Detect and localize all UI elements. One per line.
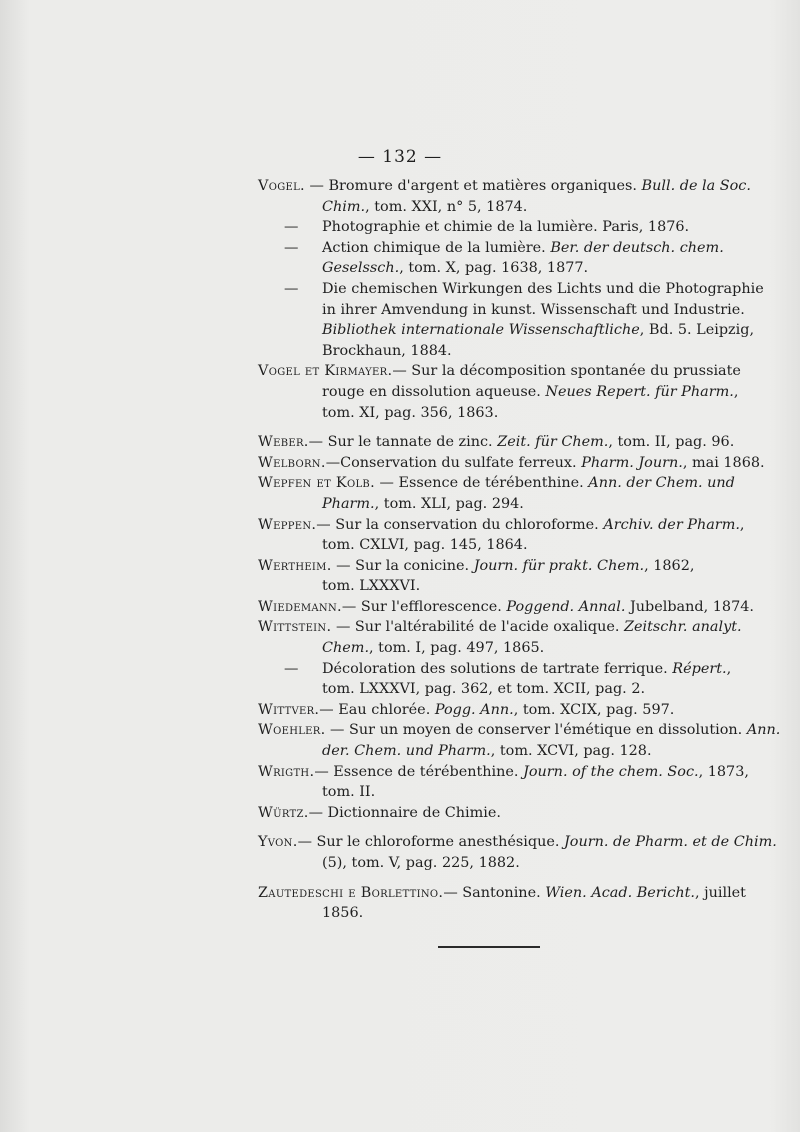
reference-text: , tom. X, pag. 1638, 1877. xyxy=(399,260,589,277)
reference-line xyxy=(258,597,754,618)
reference-text: Décoloration des solutions de tartrate ferrique. xyxy=(322,660,673,677)
reference-entry xyxy=(258,217,738,238)
reference-text: Die chemischen Wirkungen des Lichts und die Photographie xyxy=(322,280,764,297)
reference-line xyxy=(258,700,738,721)
reference-line xyxy=(258,361,741,382)
reference-line: — Décoloration des solutions de tartrate ferrique. Répert., xyxy=(258,659,738,680)
reference-text: — Sur le chloroforme anesthésique. xyxy=(297,834,565,851)
reference-text: 1856. xyxy=(322,905,364,922)
journal-title: Pogg. Ann. xyxy=(434,701,514,718)
reference-text: tom. II. xyxy=(322,784,376,801)
reference-line xyxy=(258,473,738,494)
journal-title: Journ. de Pharm. et de Chim. xyxy=(564,834,777,851)
author-name: Woehler. xyxy=(258,722,326,739)
author-name: Weber. xyxy=(258,434,309,451)
reference-entry xyxy=(258,515,745,556)
reference-line xyxy=(258,762,749,783)
reference-entry xyxy=(258,176,751,217)
reference-text: — Bromure d'argent et matières organiques. xyxy=(304,178,642,194)
reference-text: Action chimique de la lumière. xyxy=(322,239,551,256)
reference-text: , mai 1868. xyxy=(682,454,765,471)
reference-line xyxy=(258,217,738,238)
reference-text: tom. LXXXVI. xyxy=(322,578,421,595)
reference-line xyxy=(258,903,738,924)
reference-entry xyxy=(258,832,777,873)
reference-text: Brockhaun, 1884. xyxy=(322,342,452,359)
reference-text: Jubelband, 1874. xyxy=(625,598,754,615)
reference-line xyxy=(258,494,738,515)
author-name: Würtz. xyxy=(258,804,309,821)
journal-title: Neues Repert. für Pharm. xyxy=(545,383,734,400)
reference-entry xyxy=(258,700,738,721)
reference-entry xyxy=(258,238,738,279)
journal-title: Répert. xyxy=(672,660,727,677)
reference-line xyxy=(258,679,738,700)
reference-line xyxy=(258,453,765,474)
journal-title: Poggend. Annal. xyxy=(506,598,626,615)
author-name: Weppen. xyxy=(258,516,317,533)
reference-text: tom. CXLVI, pag. 145, 1864. xyxy=(322,537,528,554)
reference-text: in ihrer Amvendung in kunst. Wissenschaft und Industrie. xyxy=(322,301,745,318)
reference-text: , tom. I, pag. 497, 1865. xyxy=(369,640,545,657)
reference-text: — Essence de térébenthine. xyxy=(314,763,524,780)
reference-text: , juillet xyxy=(694,884,746,901)
reference-text: — Sur la conicine. xyxy=(331,557,474,574)
reference-line xyxy=(258,258,738,279)
reference-line xyxy=(258,279,764,300)
reference-text: tom. LXXXVI, pag. 362, et tom. XCII, pag. 2. xyxy=(322,681,646,698)
reference-text: , tom. II, pag. 96. xyxy=(608,434,735,451)
reference-line xyxy=(258,782,738,803)
spacer xyxy=(258,423,738,432)
author-name: Wrigth. xyxy=(258,763,315,780)
reference-text: — Sur l'altérabilité de l'acide oxalique. xyxy=(331,619,625,636)
reference-line xyxy=(258,197,738,218)
reference-line xyxy=(258,300,745,321)
reference-entry xyxy=(258,556,738,597)
journal-title: Bibliothek internationale Wissenschaftliche xyxy=(322,322,640,339)
spacer xyxy=(258,874,738,883)
journal-title: Pharm. xyxy=(322,495,375,512)
reference-line xyxy=(258,853,738,874)
author-name: Wiedemann. xyxy=(258,598,342,615)
reference-text: Photographie et chimie de la lumière. Paris, 1876. xyxy=(322,219,690,236)
journal-title: Chem. xyxy=(322,640,370,657)
reference-line: Weppen.— Sur la conservation du chloroforme. Archiv. der Pharm., xyxy=(258,516,745,533)
reference-entry xyxy=(258,617,742,658)
reference-line xyxy=(258,556,738,577)
reference-line xyxy=(258,320,755,341)
reference-text: — Santonine. xyxy=(443,884,546,901)
journal-title: Ann. xyxy=(746,722,781,739)
author-name: Zautedeschi e Borlettino. xyxy=(258,884,444,901)
reference-text: — Dictionnaire de Chimie. xyxy=(308,804,502,821)
reference-text: —Conservation du sulfate ferreux. xyxy=(325,454,582,471)
journal-title: Wien. Acad. Bericht. xyxy=(545,884,695,901)
reference-line xyxy=(258,638,738,659)
reference-list xyxy=(258,176,781,924)
author-name: Wittver. xyxy=(258,701,320,718)
reference-text: — Sur le tannate de zinc. xyxy=(308,434,498,451)
reference-entry xyxy=(258,597,754,618)
reference-text: — Sur l'efflorescence. xyxy=(341,598,507,615)
reference-line xyxy=(258,832,777,853)
reference-line xyxy=(258,617,742,638)
reference-text: — Sur un moyen de conserver l'émétique en dissolution. xyxy=(325,722,747,739)
reference-text: , tom. XCVI, pag. 128. xyxy=(490,743,652,760)
ditto-dash: — xyxy=(284,280,299,297)
reference-line xyxy=(258,403,738,424)
reference-line xyxy=(258,720,781,741)
page-number: — 132 — xyxy=(357,147,443,167)
journal-title: Archiv. der Pharm. xyxy=(603,516,740,533)
reference-text: (5), tom. V, pag. 225, 1882. xyxy=(322,855,520,871)
reference-entry xyxy=(258,720,781,761)
journal-title: Zeit. für Chem. xyxy=(497,434,609,451)
reference-line xyxy=(258,432,738,453)
reference-line xyxy=(258,803,738,824)
author-name: Vogel et Kirmayer. xyxy=(258,363,393,380)
author-name: Vogel. xyxy=(258,178,305,194)
journal-title: Journ. für prakt. Chem. xyxy=(473,557,645,574)
journal-title: Bull. de la Soc. xyxy=(641,178,751,194)
reference-text: tom. XI, pag. 356, 1863. xyxy=(322,404,499,421)
reference-text: — Sur la conservation du chloroforme. xyxy=(316,516,604,533)
spacer xyxy=(258,823,738,832)
reference-text: , tom. XCIX, pag. 597. xyxy=(513,701,675,718)
journal-title: Ber. der deutsch. chem. xyxy=(550,239,724,256)
journal-title: Geselssch. xyxy=(322,260,400,277)
end-rule xyxy=(438,946,540,948)
ditto-dash: — xyxy=(284,660,299,677)
journal-title: Pharm. Journ. xyxy=(581,454,683,471)
reference-line xyxy=(258,238,738,259)
reference-entry xyxy=(258,803,738,824)
reference-line xyxy=(258,741,738,762)
reference-text: rouge en dissolution aqueuse. xyxy=(322,383,546,400)
reference-text: — Essence de térébenthine. xyxy=(374,475,589,492)
reference-line xyxy=(258,576,738,597)
journal-title: Zeitschr. analyt. xyxy=(624,619,742,636)
reference-entry xyxy=(258,659,738,700)
journal-title: Journ. of the chem. Soc. xyxy=(523,763,699,780)
author-name: Wertheim. xyxy=(258,557,332,574)
ditto-dash: — xyxy=(284,219,299,236)
reference-entry xyxy=(258,361,741,423)
reference-entry xyxy=(258,279,764,361)
author-name: Wittstein. xyxy=(258,619,332,636)
reference-entry xyxy=(258,432,738,453)
journal-title: Chim. xyxy=(322,198,366,215)
reference-line xyxy=(258,176,751,197)
reference-entry xyxy=(258,473,738,514)
journal-title: der. Chem. und Pharm. xyxy=(322,743,491,760)
reference-entry xyxy=(258,453,765,474)
reference-text: — Sur la décomposition spontanée du prussiate xyxy=(392,363,741,380)
reference-text: , 1873, xyxy=(698,763,749,780)
reference-text: , 1862, xyxy=(644,557,695,574)
reference-line xyxy=(258,883,746,904)
journal-title: Ann. der Chem. und xyxy=(588,475,735,492)
reference-entry xyxy=(258,883,746,924)
reference-line xyxy=(258,535,738,556)
author-name: Yvon. xyxy=(258,834,298,851)
author-name: Welborn. xyxy=(258,454,326,471)
reference-line: rouge en dissolution aqueuse. Neues Repert. für Pharm., xyxy=(322,383,739,400)
ditto-dash: — xyxy=(284,239,299,256)
reference-text: , Bd. 5. Leipzig, xyxy=(639,322,755,339)
reference-text: — Eau chlorée. xyxy=(319,701,435,718)
reference-line xyxy=(258,341,738,362)
reference-entry xyxy=(258,762,749,803)
author-name: Wepfen et Kolb. xyxy=(258,475,375,492)
reference-text: , tom. XLI, pag. 294. xyxy=(374,495,524,512)
reference-text: , tom. XXI, n° 5, 1874. xyxy=(365,198,528,215)
